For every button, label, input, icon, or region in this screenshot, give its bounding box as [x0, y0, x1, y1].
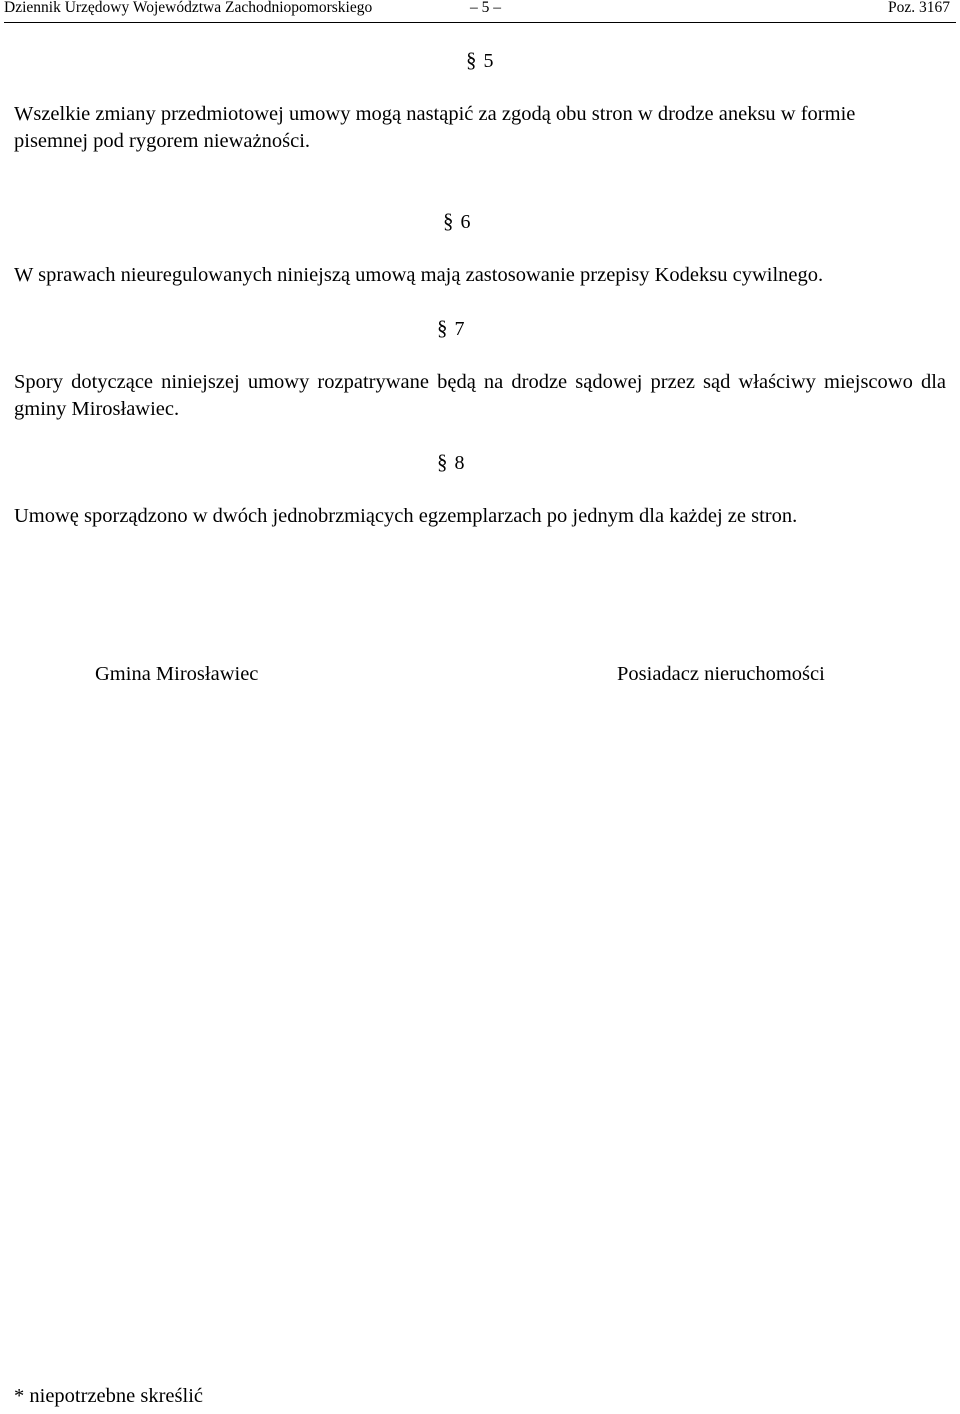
section-symbol: §: [437, 316, 448, 340]
section-number: 5: [483, 50, 494, 72]
section-symbol: §: [437, 450, 448, 474]
signature-right: Posiadacz nieruchomości: [617, 663, 825, 685]
section-6-heading: [443, 209, 471, 234]
section-6-text: W sprawach nieuregulowanych niniejszą umową mają zastosowanie przepisy Kodeksu cywilnego.: [14, 264, 824, 286]
section-symbol: §: [466, 48, 477, 72]
section-number: 8: [454, 452, 465, 474]
section-7-text: Spory dotyczące niniejszej umowy rozpatrywane będą na drodze sądowej przez sąd właściwy miejscowo dla gminy Mirosławiec.: [14, 371, 946, 420]
section-7-heading: [437, 316, 465, 341]
section-number: 6: [460, 211, 471, 233]
section-symbol: §: [443, 209, 454, 233]
section-5-heading: [466, 48, 494, 73]
section-5-text: Wszelkie zmiany przedmiotowej umowy mogą nastąpić za zgodą obu stron w drodze aneksu w formie pisemnej pod rygorem nieważności.: [14, 103, 856, 152]
section-8-heading: [437, 450, 465, 475]
position-number: Poz. 3167: [888, 0, 950, 16]
section-8-text: Umowę sporządzono w dwóch jednobrzmiących egzemplarzach po jednym dla każdej ze stron.: [14, 505, 798, 527]
footnote: * niepotrzebne skreślić: [14, 1385, 203, 1407]
signature-left: Gmina Mirosławiec: [95, 663, 259, 685]
journal-title: Dziennik Urzędowy Województwa Zachodniopomorskiego: [4, 0, 373, 16]
page-number: – 5 –: [470, 0, 501, 16]
page-header: [4, 0, 956, 23]
section-number: 7: [454, 318, 465, 340]
